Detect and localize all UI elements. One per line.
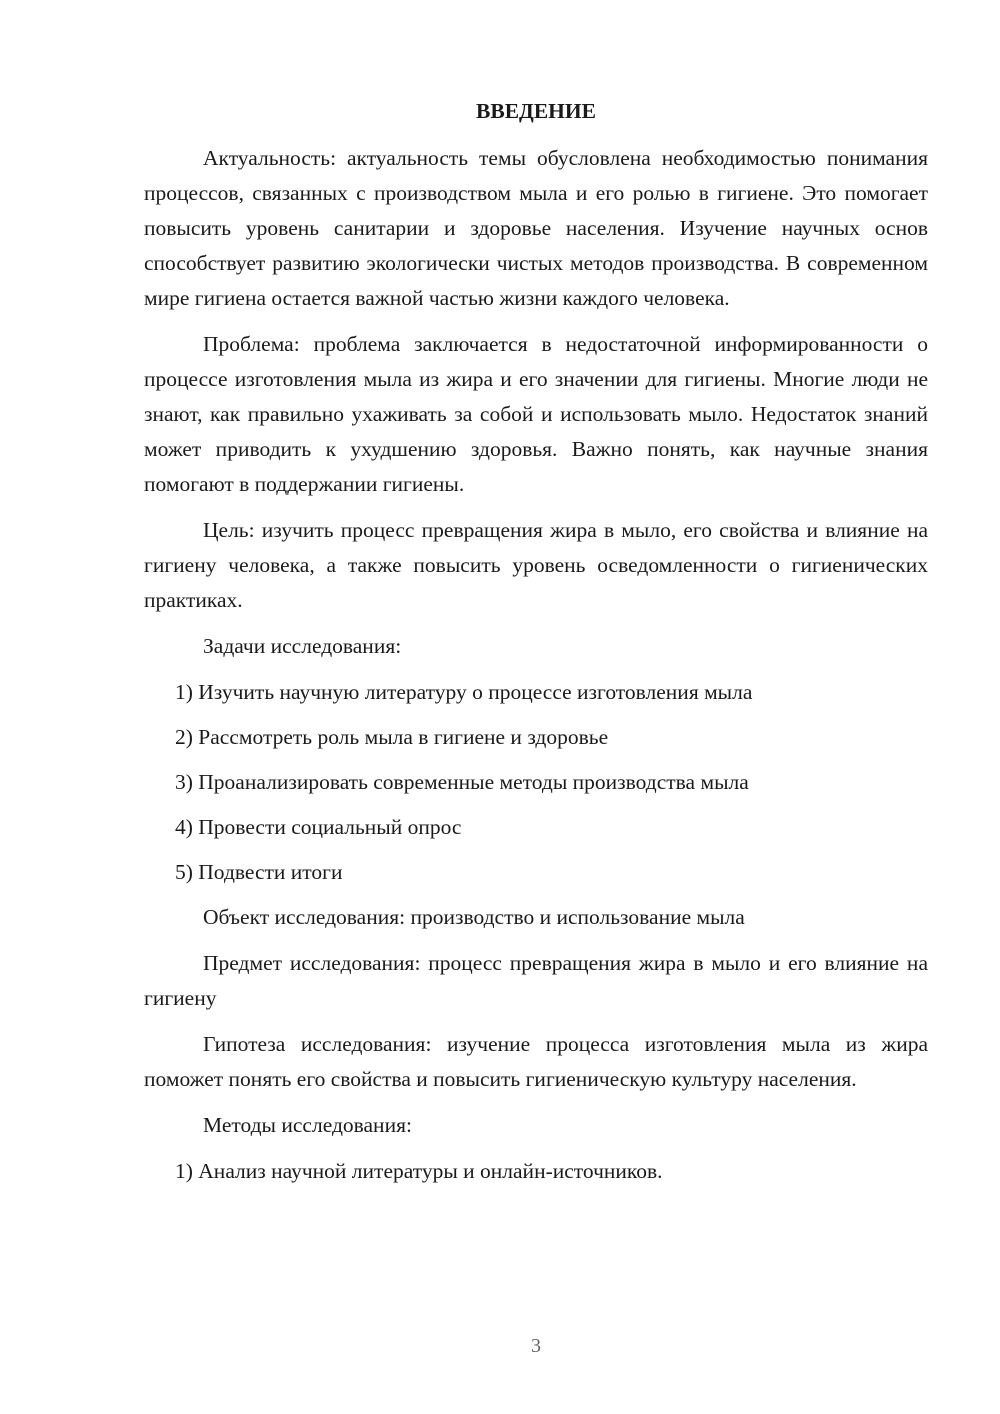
list-item: 4) Провести социальный опрос [175, 815, 462, 839]
tasks-heading: Задачи исследования: [203, 634, 402, 658]
paragraph-hypothesis: Гипотеза исследования: изучение процесса изготовления мыла из жира поможет понять его свойства и повысить гигиеническую культуру населения. [144, 1032, 928, 1091]
list-item: 3) Проанализировать современные методы производства мыла [175, 770, 749, 794]
paragraph-problem: Проблема: проблема заключается в недостаточной информированности о процессе изготовления мыла из жира и его значении для гигиены. Многие люди не знают, как правильно ухаживать за собой и использовать мыло. Недостаток знаний может приводить к ухудшению здоровья. Важно понять, как научные знания помогают в поддержании гигиены. [144, 332, 928, 496]
tasks-list [144, 675, 928, 890]
methods-list [144, 1154, 928, 1189]
list-item: 1) Анализ научной литературы и онлайн-источников. [175, 1159, 663, 1183]
paragraph-relevance: Актуальность: актуальность темы обусловлена необходимостью понимания процессов, связанных с производством мыла и его ролью в гигиене. Это помогает повысить уровень санитарии и здоровье населения. Изучение научных основ способствует развитию экологически чистых методов производства. В современном мире гигиена остается важной частью жизни каждого человека. [144, 146, 928, 310]
paragraph-object: Объект исследования: производство и использование мыла [203, 905, 745, 929]
paragraph-subject: Предмет исследования: процесс превращения жира в мыло и его влияние на гигиену [144, 951, 928, 1010]
methods-heading: Методы исследования: [203, 1113, 412, 1137]
page-title: ВВЕДЕНИЕ [476, 99, 596, 123]
paragraph-goal: Цель: изучить процесс превращения жира в мыло, его свойства и влияние на гигиену человека, а также повысить уровень осведомленности о гигиенических практиках. [144, 518, 928, 612]
list-item: 5) Подвести итоги [175, 860, 343, 884]
list-item: 2) Рассмотреть роль мыла в гигиене и здоровье [175, 725, 609, 749]
list-item: 1) Изучить научную литературу о процессе изготовления мыла [175, 680, 753, 704]
page-content [144, 94, 928, 1199]
page-number: 3 [531, 1335, 541, 1357]
